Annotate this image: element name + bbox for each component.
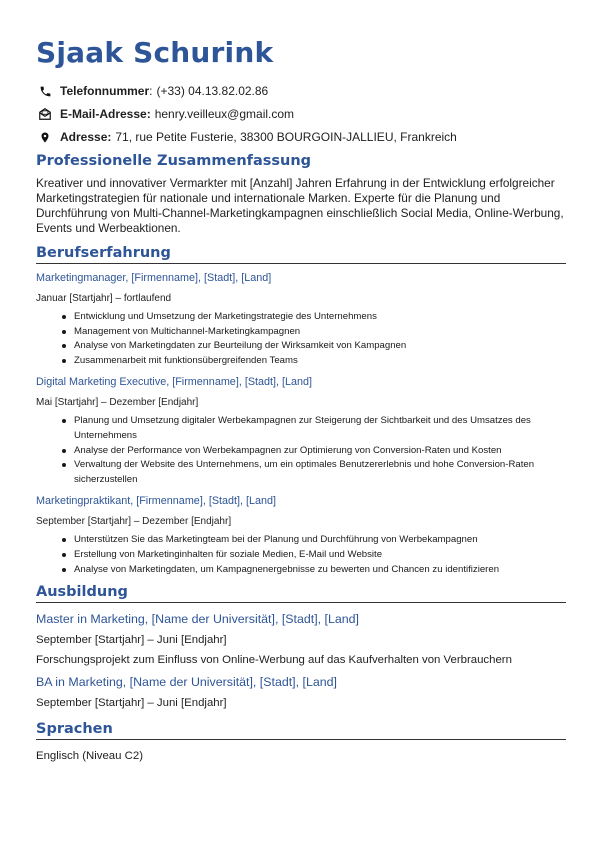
job-bullets (62, 533, 566, 577)
degree-date: September [Startjahr] – Juni [Endjahr] (36, 697, 227, 710)
list-item: Management von Multichannel-Marketingkampagnen (62, 325, 566, 340)
job-date: Januar [Startjahr] – fortlaufend (36, 293, 172, 304)
phone-icon (38, 84, 52, 98)
experience-section (36, 245, 566, 577)
job-entry (36, 376, 566, 487)
experience-heading: Berufserfahrung (36, 245, 566, 264)
job-bullets (62, 414, 566, 487)
education-entry (36, 612, 566, 666)
email-icon (38, 107, 52, 121)
contact-email (36, 103, 566, 125)
contact-block (36, 80, 566, 148)
job-entry (36, 495, 566, 577)
email-label: E-Mail-Adresse: (60, 107, 151, 121)
list-item: Analyse der Performance von Werbekampagnen zur Optimierung von Conversion-Raten und Kosten (62, 444, 566, 459)
list-item: Planung und Umsetzung digitaler Werbekampagnen zur Steigerung der Sichtbarkeit und des Umsatzes des Unternehmens (62, 414, 566, 443)
list-item: Analyse von Marketingdaten zur Beurteilung der Wirksamkeit von Kampagnen (62, 339, 566, 354)
languages-heading: Sprachen (36, 721, 566, 740)
list-item: Zusammenarbeit mit funktionsübergreifenden Teams (62, 354, 566, 369)
degree-date: September [Startjahr] – Juni [Endjahr] (36, 634, 227, 647)
list-item: Analyse von Marketingdaten, um Kampagnenergebnisse zu bewerten und Chancen zu identifizieren (62, 563, 566, 578)
job-bullets (62, 310, 566, 368)
summary-text: Kreativer und innovativer Vermarkter mit [Anzahl] Jahren Erfahrung in der Entwicklung erfolgreicher Marketingstrategien für nationale und internationale Marken. Experte für die Planung und Durchführung von Multi-Channel-Marketingkampagnen einschließlich Social Media, Online-Werbung, Events und Werbeaktionen. (36, 176, 564, 235)
candidate-name: Sjaak Schurink (36, 36, 274, 69)
job-title: Marketingpraktikant, [Firmenname], [Stadt], [Land] (36, 495, 277, 508)
languages-section (36, 721, 566, 762)
job-date: Mai [Startjahr] – Dezember [Endjahr] (36, 397, 199, 409)
list-item: Erstellung von Marketinginhalten für soziale Medien, E-Mail und Website (62, 548, 566, 563)
location-pin-icon (38, 130, 52, 144)
phone-label: Telefonnummer: (60, 84, 153, 98)
job-title: Marketingmanager, [Firmenname], [Stadt], [Land] (36, 272, 272, 284)
job-entry (36, 272, 566, 368)
job-date: September [Startjahr] – Dezember [Endjahr] (36, 516, 232, 528)
address-value: 71, rue Petite Fusterie, 38300 BOURGOIN-JALLIEU, Frankreich (115, 130, 457, 144)
degree-project: Forschungsprojekt zum Einfluss von Online-Werbung auf das Kaufverhalten von Verbrauchern (36, 654, 512, 667)
phone-value: (+33) 04.13.82.02.86 (156, 84, 269, 98)
contact-address (36, 126, 566, 148)
education-heading: Ausbildung (36, 584, 566, 603)
list-item: Verwaltung der Website des Unternehmens, um ein optimales Benutzererlebnis und hohe Conversion-Raten sicherzustellen (62, 458, 566, 487)
language-item: Englisch (Niveau C2) (36, 750, 143, 763)
contact-phone (36, 80, 566, 102)
email-value: henry.veilleux@gmail.com (154, 107, 295, 121)
list-item: Entwicklung und Umsetzung der Marketingstrategie des Unternehmens (62, 310, 566, 325)
job-title: Digital Marketing Executive, [Firmenname], [Stadt], [Land] (36, 376, 313, 389)
education-section (36, 584, 566, 709)
summary-section (36, 153, 566, 236)
summary-heading: Professionelle Zusammenfassung (36, 153, 312, 169)
degree-title: Master in Marketing, [Name der Universität], [Stadt], [Land] (36, 612, 359, 627)
address-label: Adresse: (60, 130, 112, 144)
list-item: Unterstützen Sie das Marketingteam bei der Planung und Durchführung von Werbekampagnen (62, 533, 566, 548)
education-entry (36, 675, 566, 709)
degree-title: BA in Marketing, [Name der Universität], [Stadt], [Land] (36, 675, 337, 690)
